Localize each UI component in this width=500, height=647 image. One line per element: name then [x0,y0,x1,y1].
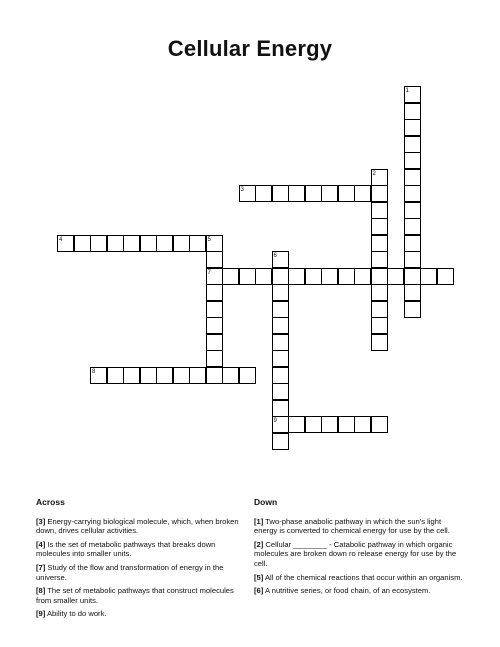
crossword-cell[interactable] [156,367,173,384]
cell-number: 1 [405,88,409,94]
clue-number: [8] [36,586,46,596]
crossword-cell[interactable] [239,268,256,285]
crossword-cell[interactable] [255,268,272,285]
crossword-cell[interactable] [189,235,206,252]
crossword-cell[interactable] [189,367,206,384]
clue-number: [1] [254,516,264,526]
crossword-cell[interactable] [404,202,421,219]
crossword-cell[interactable] [404,86,421,103]
crossword-cell[interactable] [371,334,388,351]
clue-across-3 [36,517,244,536]
crossword-cell[interactable] [206,235,223,252]
clue-text: Two-phase anabolic pathway in which the sun's light energy is converted to chemical energy for use by the cell. [254,516,450,536]
crossword-cell[interactable] [272,185,289,202]
crossword-cell[interactable] [272,416,289,433]
cell-number: 6 [273,253,277,259]
clue-number: [9] [36,609,46,619]
crossword-cell[interactable] [371,202,388,219]
cell-number: 5 [207,236,211,243]
crossword-cell[interactable] [321,416,338,433]
clue-text: A nutritive series, or food chain, of an ecosystem. [264,586,431,596]
crossword-cell[interactable] [437,268,454,285]
down-clues [254,498,466,600]
crossword-cell[interactable] [156,235,173,252]
crossword-cell[interactable] [404,136,421,153]
crossword-cell[interactable] [371,218,388,235]
crossword-cell[interactable] [206,317,223,334]
crossword-cell[interactable] [90,235,107,252]
crossword-cell[interactable] [272,284,289,301]
crossword-cell[interactable] [338,185,355,202]
crossword-cell[interactable] [272,301,289,318]
crossword-cell[interactable] [272,400,289,417]
crossword-cell[interactable] [371,235,388,252]
cell-number: 2 [372,170,376,177]
crossword-cell[interactable] [107,367,124,384]
crossword-cell[interactable] [173,235,190,252]
crossword-cell[interactable] [371,301,388,318]
crossword-cell[interactable] [404,169,421,186]
clue-down-2 [254,540,466,569]
clue-text: Study of the flow and transformation of energy in the universe. [36,562,224,582]
clue-number: [2] [254,539,264,549]
cell-number: 7 [207,269,211,276]
crossword-cell[interactable] [206,251,223,268]
crossword-cell[interactable] [354,416,371,433]
crossword-cell[interactable] [239,185,256,202]
crossword-cell[interactable] [272,334,289,351]
crossword-cell[interactable] [404,235,421,252]
crossword-cell[interactable] [338,416,355,433]
crossword-cell[interactable] [371,169,388,186]
crossword-cell[interactable] [239,367,256,384]
crossword-cell[interactable] [272,251,289,268]
crossword-cell[interactable] [371,416,388,433]
crossword-cell[interactable] [272,317,289,334]
clue-number: [7] [36,562,46,572]
clue-text: The set of metabolic pathways that construct molecules from smaller units. [36,586,234,605]
clue-text: Energy-carrying biological molecule, which, when broken down, drives cellular activities. [36,516,239,536]
clue-down-6 [254,586,466,596]
crossword-cell[interactable] [404,268,421,285]
crossword-cell[interactable] [272,383,289,400]
crossword-cell[interactable] [387,268,404,285]
across-heading: Across [36,497,65,507]
crossword-cell[interactable] [288,185,305,202]
crossword-cell[interactable] [272,268,289,285]
crossword-cell[interactable] [305,185,322,202]
crossword-cell[interactable] [404,185,421,202]
clue-text: All of the chemical reactions that occur within an organism. [264,572,463,582]
cell-number: 3 [240,187,244,193]
crossword-cell[interactable] [272,350,289,367]
clue-down-1 [254,517,466,536]
clue-number: [3] [36,516,46,526]
crossword-cell[interactable] [74,235,91,252]
crossword-cell[interactable] [173,367,190,384]
clue-number: [4] [36,539,46,549]
crossword-cell[interactable] [404,218,421,235]
clue-across-7 [36,563,244,582]
crossword-cell[interactable] [206,284,223,301]
crossword-cell[interactable] [140,367,157,384]
crossword-cell[interactable] [206,367,223,384]
crossword-cell[interactable] [222,268,239,285]
page-title: Cellular Energy [167,36,333,61]
clue-across-9 [36,609,244,619]
crossword-cell[interactable] [338,268,355,285]
crossword-cell[interactable] [371,251,388,268]
crossword-cell[interactable] [371,317,388,334]
crossword-cell[interactable] [404,152,421,169]
down-heading: Down [254,497,278,507]
clue-across-4 [36,540,244,559]
crossword-cell[interactable] [321,185,338,202]
crossword-cell[interactable] [305,416,322,433]
crossword-cell[interactable] [255,185,272,202]
crossword-cell[interactable] [206,334,223,351]
clue-across-8 [36,586,244,605]
crossword-cell[interactable] [288,416,305,433]
crossword-cell[interactable] [140,235,157,252]
cell-number: 8 [92,368,96,375]
clue-down-5 [254,573,466,583]
crossword-cell[interactable] [222,367,239,384]
clue-text: Ability to do work. [46,609,107,619]
crossword-cell[interactable] [371,185,388,202]
crossword-cell[interactable] [272,367,289,384]
crossword-cell[interactable] [354,268,371,285]
crossword-cell[interactable] [107,235,124,252]
crossword-cell[interactable] [404,251,421,268]
crossword-cell[interactable] [404,284,421,301]
crossword-cell[interactable] [206,268,223,285]
crossword-cell[interactable] [90,367,107,384]
crossword-cell[interactable] [404,301,421,318]
crossword-cell[interactable] [420,268,437,285]
crossword-cell[interactable] [123,235,140,252]
crossword-cell[interactable] [206,350,223,367]
crossword-cell[interactable] [404,103,421,120]
crossword-cell[interactable] [354,185,371,202]
crossword-cell[interactable] [404,119,421,136]
clue-number: [5] [254,572,264,582]
clue-text: Cellular ________ - Catabolic pathway in which organic molecules are broken down ro release energy for use by the cell. [254,539,457,568]
crossword-cell[interactable] [321,268,338,285]
crossword-cell[interactable] [288,268,305,285]
crossword-cell[interactable] [272,433,289,450]
across-clues [36,498,244,623]
crossword-cell[interactable] [371,284,388,301]
crossword-cell[interactable] [206,301,223,318]
cell-number: 9 [273,418,277,424]
cell-number: 4 [59,236,63,243]
clue-text: Is the set of metabolic pathways that breaks down molecules into smaller units. [36,539,216,559]
crossword-cell[interactable] [371,268,388,285]
crossword-cell[interactable] [305,268,322,285]
crossword-cell[interactable] [123,367,140,384]
clue-number: [6] [254,586,264,596]
crossword-cell[interactable] [57,235,74,252]
